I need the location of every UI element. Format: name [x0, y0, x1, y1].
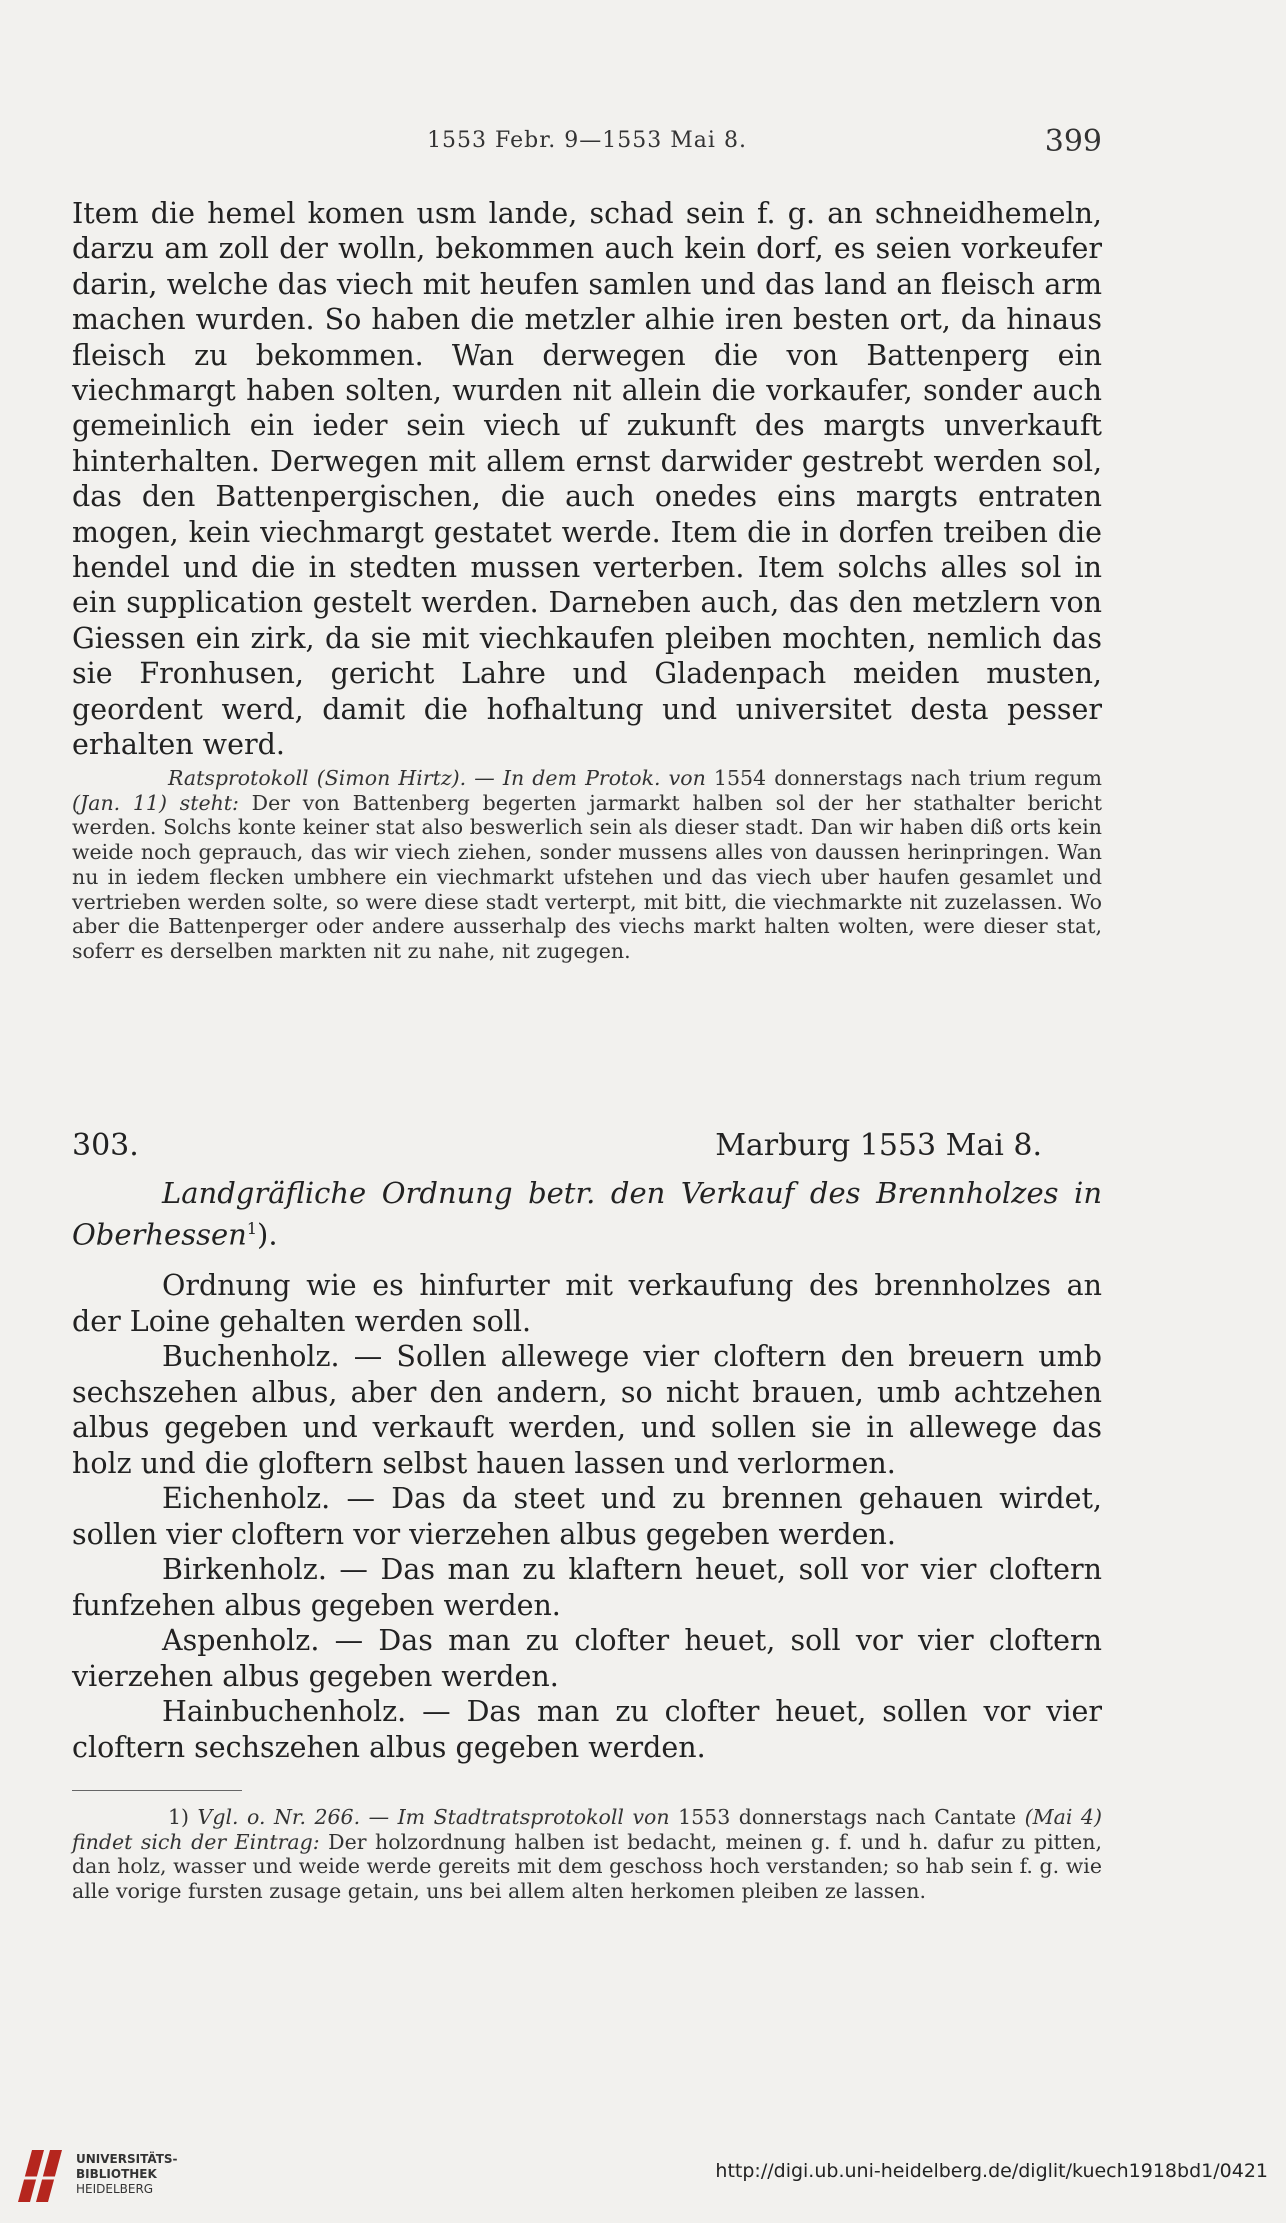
editorial-note — [72, 766, 1102, 964]
footnote-divider — [72, 1790, 242, 1791]
ordinance-paragraph: Aspenholz. — Das man zu clofter heuet, soll vor vier cloftern vierzehen albus gegeben werden. — [72, 1624, 1102, 1693]
library-name-line: UNIVERSITÄTS- — [76, 2152, 178, 2166]
note-quote: Der von Battenberg begerten jarmarkt halben sol der her stathalter bericht werden. Solchs konte keiner stat also beswerlich sein als dieser stadt. Dan wir haben diß orts kein weide noch geprauch, das wir viech ziehen, sonder mussens alles von daussen herinpringen. Wan nu in iedem flecken umbhere ein viechmarkt ufstehen und das viech uber haufen gesamlet und vertrieben werden solte, so were diese stadt verterpt, mit bitt, die viechmarkte nit zuzelassen. Wo aber die Battenperger oder andere ausserhalp des viechs markt halten wolten, were dieser stat, soferr es derselben markten nit zu nahe, nit zugegen. — [72, 790, 1102, 963]
footnote-marker: 1) — [168, 1805, 190, 1829]
library-name — [76, 2152, 178, 2197]
footnote-date: donnerstags nach Cantate — [738, 1805, 1017, 1829]
permalink-url[interactable]: http://digi.ub.uni-heidelberg.de/diglit/kuech1918bd1/0421 — [715, 2160, 1268, 2182]
running-head — [72, 124, 1102, 168]
note-date-italic: (Jan. 11) steht: — [72, 790, 239, 815]
ordinance-paragraph: Eichenholz. — Das da steet und zu brennen gehauen wirdet, sollen vier cloftern vor vierzehen albus gegeben werden. — [72, 1482, 1102, 1551]
document-body — [72, 1268, 1102, 1765]
note-year: 1554 — [713, 766, 767, 790]
footnote-date-italic: (Mai 4) findet sich der Eintrag: — [72, 1805, 1102, 1854]
note-source: Ratsprotokoll (Simon Hirtz). — In dem Protok. von — [168, 766, 706, 790]
footnote — [72, 1805, 1102, 1903]
footer-bar — [0, 2130, 1286, 2223]
main-paragraph: Item die hemel komen usm lande, schad sein f. g. an schneidhemeln, darzu am zoll der wolln, bekommen auch kein dorf, es seien vorkeufer darin, welche das viech mit heufen samlen und das land an fleisch arm machen wurden. So haben die metzler alhie iren besten ort, da hinaus fleisch zu bekommen. Wan derwegen die von Battenperg ein viechmargt haben solten, wurden nit allein die vorkaufer, sonder auch gemeinlich ein ieder sein viech uf zukunft des margts unverkauft hinterhalten. Derwegen mit allem ernst darwider gestrebt werden sol, das den Battenpergischen, die auch onedes eins margts entraten mogen, kein viechmargt gestatet werde. Item die in dorfen treiben die hendel und die in stedten mussen verterben. Item solchs alles sol in ein supplication gestelt werden. Darneben auch, das den metzlern von Giessen ein zirk, da sie mit viechkaufen pleiben mochten, nemlich das sie Fronhusen, gericht Lahre und Gladenpach meiden musten, geordent werd, damit die hofhaltung und universitet desta pesser erhalten werd. — [72, 197, 1102, 762]
library-name-line: BIBLIOTHEK — [76, 2167, 157, 2181]
footnote-year: 1553 — [678, 1805, 731, 1829]
library-logo-icon — [14, 2144, 66, 2206]
running-title: 1553 Febr. 9—1553 Mai 8. — [427, 128, 747, 153]
footnote-ref[interactable]: 1 — [246, 1219, 257, 1238]
ordinance-paragraph: Buchenholz. — Sollen allewege vier cloftern den breuern umb sechszehen albus, aber den andern, so nicht brauen, umb achtzehen albus gegeben und verkauft werden, und sollen sie in allewege das holz und die gloftern selbst hauen lassen und verlormen. — [72, 1340, 1102, 1480]
document-number: 303. — [72, 1128, 139, 1163]
document-title-text: Landgräfliche Ordnung betr. den Verkauf des Brennholzes in Oberhessen — [72, 1176, 1102, 1252]
library-name-line: HEIDELBERG — [76, 2182, 154, 2196]
ordinance-paragraph: Hainbuchenholz. — Das man zu clofter heuet, sollen vor vier cloftern sechszehen albus gegeben werden. — [72, 1695, 1102, 1764]
document-place-date: Marburg 1553 Mai 8. — [715, 1128, 1042, 1163]
main-text — [72, 196, 1102, 763]
document-title — [72, 1176, 1102, 1253]
footnote-reference: Vgl. o. Nr. 266. — Im Stadtratsprotokoll von — [197, 1805, 670, 1829]
document-header — [72, 1128, 1102, 1168]
ordinance-paragraph: Birkenholz. — Das man zu klaftern heuet, soll vor vier cloftern funfzehen albus gegeben werden. — [72, 1553, 1102, 1622]
page-number: 399 — [1044, 124, 1102, 159]
footnote-quote: Der holzordnung halben ist bedacht, meinen g. f. und h. dafur zu pitten, dan holz, wasser und weide werde gereits mit dem geschoss hoch verstanden; so hab sein f. g. wie alle vorige fursten zusage getain, uns bei allem alten herkomen pleiben ze lassen. — [72, 1829, 1102, 1903]
note-date: donnerstags nach trium regum — [774, 766, 1102, 790]
document-title-end: ). — [257, 1217, 278, 1252]
ordinance-paragraph: Ordnung wie es hinfurter mit verkaufung des brennholzes an der Loine gehalten werden soll. — [72, 1269, 1102, 1338]
